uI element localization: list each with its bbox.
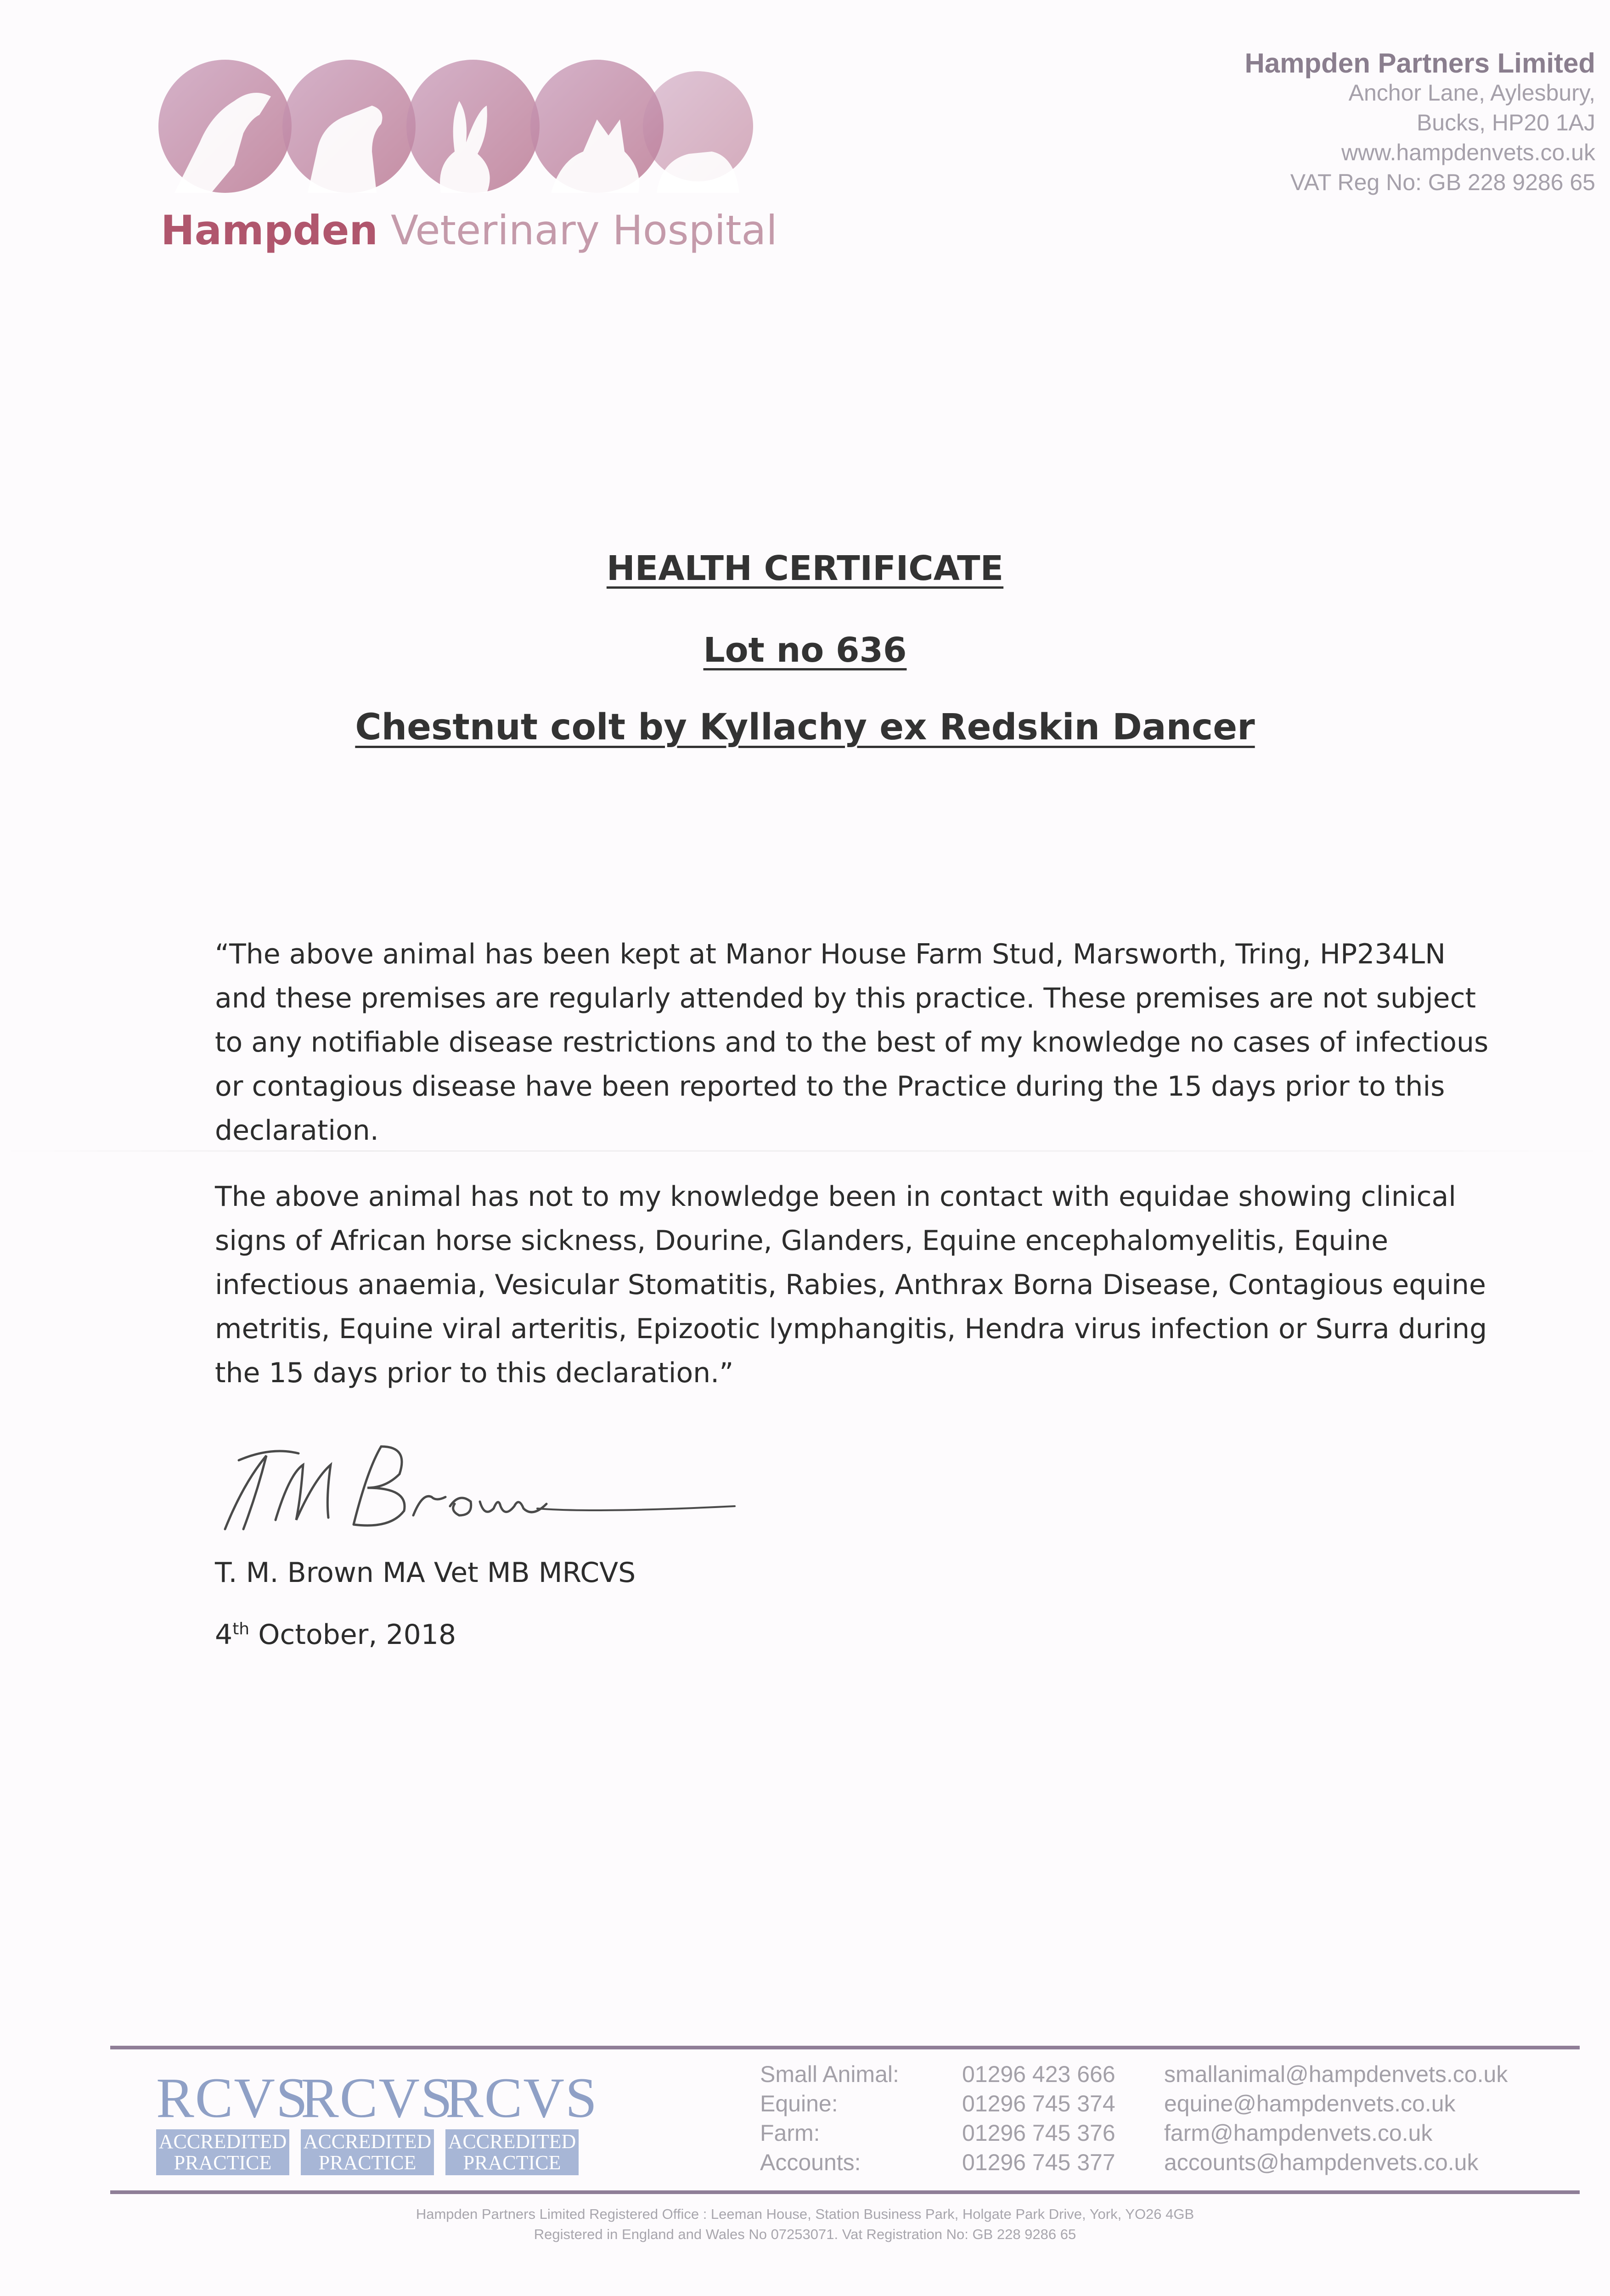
rcvs-badge — [156, 2066, 309, 2174]
rcvs-badge-caption-line: PRACTICE — [318, 2151, 417, 2174]
contact-row — [760, 2148, 1508, 2177]
rcvs-badge — [445, 2066, 598, 2174]
hospital-logo — [156, 46, 777, 257]
logo-wordmark — [161, 207, 777, 254]
company-registration: Registered in England and Wales No 07253071. Vat Registration No: GB 228 9286 65 — [534, 2226, 1076, 2242]
rcvs-badge-caption-line: ACCREDITED — [158, 2130, 287, 2153]
rcvs-badge-mark: RCVS — [445, 2066, 598, 2129]
declaration-paragraph-contact: The above animal has not to my knowledge been in contact with equidae showing clinical signs of African horse sickness, Dourine, Glanders, Equine encephalomyelitis, Equine infectious anaemia, Vesicular Stomatitis, Rabies, Anthrax Borna Disease, Contagious equine metritis, Equine viral arteritis, Epizootic lymphangitis, Hendra virus infection or Surra during the 15 days prior to this declaration.” — [215, 1181, 1487, 1389]
registered-office-note — [0, 2204, 1610, 2245]
contact-phone: 01296 745 377 — [962, 2150, 1115, 2175]
rcvs-badge-mark: RCVS — [156, 2066, 309, 2129]
date-ordinal-suffix: th — [232, 1620, 250, 1638]
registered-office-address: Hampden Partners Limited Registered Office : Leeman House, Station Business Park, Holgate Park Drive, York, YO26 4GB — [416, 2206, 1194, 2222]
certificate-date — [215, 1619, 456, 1651]
declaration-text — [215, 932, 1492, 1417]
rcvs-badge-caption — [301, 2129, 434, 2175]
company-address-block — [1244, 48, 1595, 197]
animal-description: Chestnut colt by Kyllachy ex Redskin Dancer — [355, 707, 1255, 748]
vat-number: VAT Reg No: GB 228 9286 65 — [1290, 169, 1595, 195]
company-name: Hampden Partners Limited — [1244, 48, 1595, 79]
animal-circles-logo-graphic — [156, 46, 753, 202]
contact-department: Farm: — [760, 2120, 820, 2146]
footer-top-rule — [110, 2046, 1580, 2049]
contact-phone: 01296 745 374 — [962, 2091, 1115, 2116]
contact-email: smallanimal@hampdenvets.co.uk — [1164, 2061, 1508, 2087]
logo-brand-text: Hampden — [161, 207, 378, 254]
contact-phone: 01296 745 376 — [962, 2120, 1115, 2146]
rcvs-badge — [301, 2066, 453, 2174]
rcvs-badge-caption-line: PRACTICE — [463, 2151, 561, 2174]
logo-rest-text: Veterinary Hospital — [391, 207, 777, 254]
certificate-title: HEALTH CERTIFICATE — [606, 549, 1004, 588]
date-day: 4 — [215, 1619, 233, 1651]
rcvs-badge-mark: RCVS — [301, 2066, 453, 2129]
date-month-year: October, 2018 — [249, 1619, 456, 1651]
contact-table — [760, 2060, 1508, 2177]
address-line-postcode: Bucks, HP20 1AJ — [1416, 110, 1595, 135]
handwritten-signature — [216, 1428, 744, 1549]
signer-name: T. M. Brown MA Vet MB MRCVS — [215, 1557, 636, 1589]
certificate-heading — [0, 549, 1610, 748]
contact-department: Equine: — [760, 2091, 838, 2116]
contact-phone: 01296 423 666 — [962, 2061, 1115, 2087]
declaration-paragraph-premises: “The above animal has been kept at Manor House Farm Stud, Marsworth, Tring, HP234LN and these premises are regularly attended by this practice. These premises are not subject to any notifiable disease restrictions and to the best of my knowledge no cases of infectious or contagious disease have been reported to the Practice during the 15 days prior to this declaration. — [215, 938, 1489, 1147]
contact-email: equine@hampdenvets.co.uk — [1164, 2091, 1456, 2116]
rcvs-badge-caption-line: ACCREDITED — [448, 2130, 576, 2153]
website-text: www.hampdenvets.co.uk — [1341, 140, 1595, 165]
contact-department: Small Animal: — [760, 2061, 899, 2087]
contact-email: farm@hampdenvets.co.uk — [1164, 2120, 1433, 2146]
rcvs-badge-caption-line: PRACTICE — [174, 2151, 272, 2174]
contact-row — [760, 2089, 1508, 2118]
contact-row — [760, 2118, 1508, 2148]
contact-department: Accounts: — [760, 2150, 861, 2175]
rcvs-badge-caption — [156, 2129, 289, 2175]
contact-email: accounts@hampdenvets.co.uk — [1164, 2150, 1479, 2175]
footer-bottom-rule — [110, 2190, 1580, 2194]
rcvs-badge-caption-line: ACCREDITED — [303, 2130, 432, 2153]
lot-number: Lot no 636 — [703, 630, 907, 670]
contact-row — [760, 2060, 1508, 2089]
address-line-street: Anchor Lane, Aylesbury, — [1348, 80, 1595, 106]
rcvs-badge-caption — [445, 2129, 579, 2175]
